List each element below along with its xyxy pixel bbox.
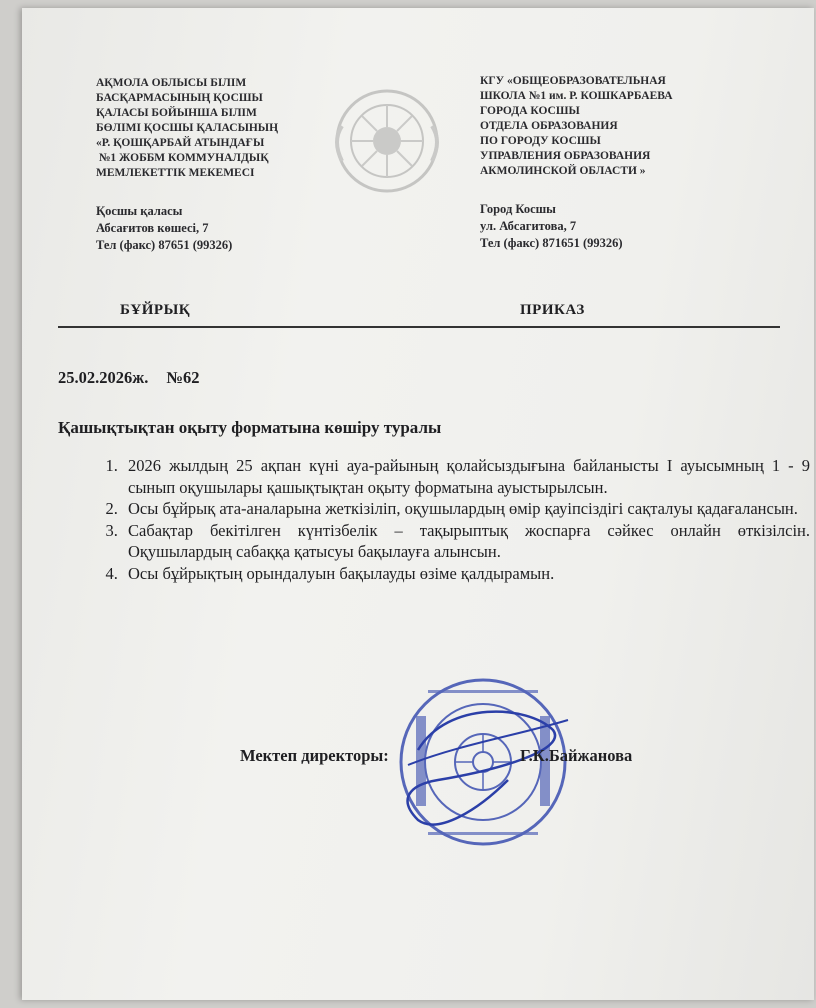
- letterhead-line: ПО ГОРОДУ КОСШЫ: [480, 135, 601, 147]
- letterhead-line: ҚАЛАСЫ БОЙЫНША БІЛІМ: [96, 107, 257, 119]
- letterhead-line: БАСҚАРМАСЫНЫҢ ҚОСШЫ: [96, 92, 263, 104]
- heading-kazakh: БҰЙРЫҚ: [120, 302, 191, 318]
- order-item: 4. Осы бұйрықтың орындалуын бақылауды өзіме қалдырамын.: [122, 563, 810, 585]
- letterhead-line: БӨЛІМІ ҚОСШЫ ҚАЛАСЫНЫҢ: [96, 122, 279, 134]
- address-line: Қосшы қаласы: [96, 204, 183, 218]
- address-kazakh: [96, 203, 316, 254]
- order-reference: [58, 368, 200, 388]
- address-line: Абсағитов көшесі, 7: [96, 221, 209, 235]
- address-line: Тел (факс) 87651 (99326): [96, 238, 233, 252]
- letterhead-line: ШКОЛА №1 им. Р. КОШКАРБАЕВА: [480, 90, 673, 102]
- order-date: 25.02.2026ж.: [58, 368, 149, 387]
- order-number: №62: [166, 368, 200, 387]
- order-title: Қашықтықтан оқыту форматына көшіру туралы: [58, 418, 442, 437]
- letterhead-line: ГОРОДА КОСШЫ: [480, 105, 580, 117]
- letterhead-russian: [480, 74, 740, 252]
- address-line: Город Косшы: [480, 202, 556, 216]
- letterhead-line: МЕМЛЕКЕТТІК МЕКЕМЕСІ: [96, 167, 255, 179]
- order-item: 3. Сабақтар бекітілген күнтізбелік – тақырыптық жоспарға сәйкес онлайн өткізілсін. Оқушылардың сабаққа қатысуы бақылауға алынсын.: [122, 520, 810, 563]
- letterhead-line: №1 ЖОББМ КОММУНАЛДЫҚ: [96, 152, 269, 164]
- address-russian: [480, 201, 740, 252]
- letterhead-line: «Р. ҚОШҚАРБАЙ АТЫНДАҒЫ: [96, 137, 265, 149]
- letterhead-line: КГУ «ОБЩЕОБРАЗОВАТЕЛЬНАЯ: [480, 75, 666, 87]
- letterhead-line: АКМОЛИНСКОЙ ОБЛАСТИ »: [480, 165, 646, 177]
- address-line: ул. Абсагитова, 7: [480, 219, 577, 233]
- order-item: 2. Осы бұйрық ата-аналарына жеткізіліп, оқушылардың өмір қауіпсіздігі сақталуы қадағалансын.: [122, 498, 810, 520]
- signatory-name: Г.К.Байжанова: [520, 746, 633, 765]
- letterhead-line: АҚМОЛА ОБЛЫСЫ БІЛІМ: [96, 77, 247, 89]
- letterhead-line: УПРАВЛЕНИЯ ОБРАЗОВАНИЯ: [480, 150, 651, 162]
- address-line: Тел (факс) 871651 (99326): [480, 236, 623, 250]
- heading-russian: ПРИКАЗ: [520, 302, 585, 318]
- letterhead-kazakh: [96, 76, 316, 254]
- order-item: 1. 2026 жылдың 25 ақпан күні ауа-райының қолайсыздығына байланысты І ауысымның 1 - 9 сынып оқушылары қашықтықтан оқыту форматына ауыстырылсын.: [122, 455, 810, 498]
- letterhead-line: ОТДЕЛА ОБРАЗОВАНИЯ: [480, 120, 618, 132]
- state-emblem-icon: [322, 86, 452, 196]
- signatory-role: Мектеп директоры:: [240, 746, 389, 765]
- header-divider: [58, 326, 780, 328]
- order-items: [92, 455, 810, 584]
